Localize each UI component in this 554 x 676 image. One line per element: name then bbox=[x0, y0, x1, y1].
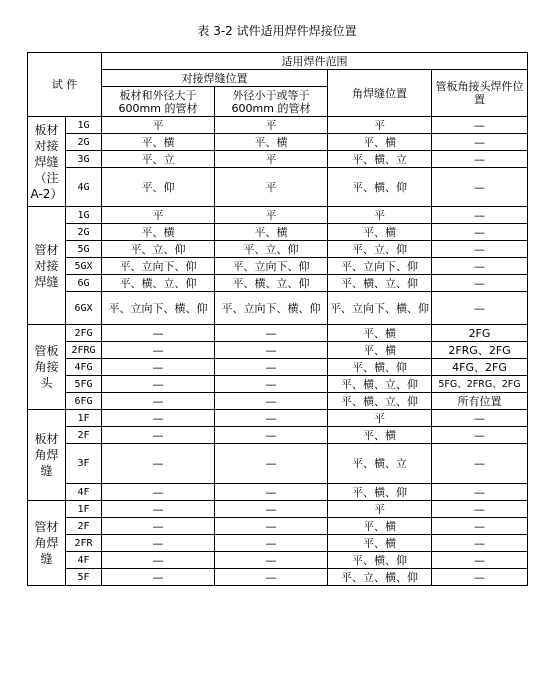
small-pipe-cell: — bbox=[215, 444, 328, 484]
table-row bbox=[28, 168, 528, 207]
large-pipe-cell: 平、立向下、横、仰 bbox=[102, 292, 215, 325]
fillet-cell: 平 bbox=[328, 207, 432, 224]
table-body bbox=[28, 117, 528, 586]
small-pipe-cell: 平、横 bbox=[215, 224, 328, 241]
tubesheet-cell: 2FRG、2FG bbox=[432, 342, 528, 359]
fillet-cell: 平、立、仰 bbox=[328, 241, 432, 258]
fillet-cell: 平、横、立、仰 bbox=[328, 376, 432, 393]
small-pipe-cell: 平 bbox=[215, 151, 328, 168]
table-row bbox=[28, 427, 528, 444]
tubesheet-cell: — bbox=[432, 552, 528, 569]
small-pipe-cell: — bbox=[215, 427, 328, 444]
code-cell: 3G bbox=[66, 151, 102, 168]
code-cell: 2F bbox=[66, 518, 102, 535]
table-row bbox=[28, 569, 528, 586]
tubesheet-cell: — bbox=[432, 410, 528, 427]
fillet-cell: 平、横、立、仰 bbox=[328, 275, 432, 292]
group-name: 管材角焊缝 bbox=[28, 501, 66, 586]
header-small: 外径小于或等于600mm 的管材 bbox=[215, 87, 328, 117]
fillet-cell: 平 bbox=[328, 117, 432, 134]
code-cell: 6GX bbox=[66, 292, 102, 325]
small-pipe-cell: — bbox=[215, 359, 328, 376]
code-cell: 6G bbox=[66, 275, 102, 292]
large-pipe-cell: 平、立向下、仰 bbox=[102, 258, 215, 275]
header-scope: 适用焊件范围 bbox=[102, 53, 528, 70]
table-row bbox=[28, 207, 528, 224]
large-pipe-cell: 平、立 bbox=[102, 151, 215, 168]
table-row bbox=[28, 376, 528, 393]
small-pipe-cell: — bbox=[215, 569, 328, 586]
table-row bbox=[28, 117, 528, 134]
fillet-cell: 平、立、横、仰 bbox=[328, 569, 432, 586]
code-cell: 4FG bbox=[66, 359, 102, 376]
code-cell: 5FG bbox=[66, 376, 102, 393]
code-cell: 2G bbox=[66, 134, 102, 151]
large-pipe-cell: 平 bbox=[102, 117, 215, 134]
code-cell: 2F bbox=[66, 427, 102, 444]
tubesheet-cell: — bbox=[432, 168, 528, 207]
large-pipe-cell: 平、横 bbox=[102, 224, 215, 241]
large-pipe-cell: — bbox=[102, 484, 215, 501]
tubesheet-cell: — bbox=[432, 501, 528, 518]
small-pipe-cell: — bbox=[215, 342, 328, 359]
fillet-cell: 平、立向下、仰 bbox=[328, 258, 432, 275]
table-row bbox=[28, 535, 528, 552]
small-pipe-cell: — bbox=[215, 376, 328, 393]
table-row bbox=[28, 501, 528, 518]
large-pipe-cell: 平、立、仰 bbox=[102, 241, 215, 258]
fillet-cell: 平、横、仰 bbox=[328, 552, 432, 569]
tubesheet-cell: 2FG bbox=[432, 325, 528, 342]
fillet-cell: 平、横 bbox=[328, 325, 432, 342]
header-specimen: 试 件 bbox=[28, 53, 102, 117]
group-name: 管材对接焊缝 bbox=[28, 207, 66, 325]
small-pipe-cell: 平 bbox=[215, 207, 328, 224]
large-pipe-cell: 平、横、立、仰 bbox=[102, 275, 215, 292]
table-row bbox=[28, 292, 528, 325]
large-pipe-cell: 平、横 bbox=[102, 134, 215, 151]
code-cell: 4G bbox=[66, 168, 102, 207]
header-butt-position: 对接焊缝位置 bbox=[102, 70, 328, 87]
code-cell: 2FR bbox=[66, 535, 102, 552]
table-row bbox=[28, 484, 528, 501]
large-pipe-cell: — bbox=[102, 552, 215, 569]
large-pipe-cell: — bbox=[102, 569, 215, 586]
small-pipe-cell: 平、横 bbox=[215, 134, 328, 151]
code-cell: 1G bbox=[66, 117, 102, 134]
fillet-cell: 平、横、仰 bbox=[328, 359, 432, 376]
fillet-cell: 平、横 bbox=[328, 427, 432, 444]
code-cell: 3F bbox=[66, 444, 102, 484]
small-pipe-cell: 平、横、立、仰 bbox=[215, 275, 328, 292]
small-pipe-cell: 平 bbox=[215, 168, 328, 207]
fillet-cell: 平、横 bbox=[328, 134, 432, 151]
tubesheet-cell: — bbox=[432, 444, 528, 484]
large-pipe-cell: — bbox=[102, 427, 215, 444]
large-pipe-cell: 平 bbox=[102, 207, 215, 224]
fillet-cell: 平、立向下、横、仰 bbox=[328, 292, 432, 325]
code-cell: 5GX bbox=[66, 258, 102, 275]
small-pipe-cell: — bbox=[215, 535, 328, 552]
table-row bbox=[28, 410, 528, 427]
fillet-cell: 平 bbox=[328, 501, 432, 518]
code-cell: 5G bbox=[66, 241, 102, 258]
code-cell: 5F bbox=[66, 569, 102, 586]
code-cell: 2FG bbox=[66, 325, 102, 342]
table-caption: 表 3-2 试件适用焊件焊接位置 bbox=[197, 24, 357, 38]
large-pipe-cell: 平、仰 bbox=[102, 168, 215, 207]
large-pipe-cell: — bbox=[102, 410, 215, 427]
large-pipe-cell: — bbox=[102, 325, 215, 342]
table-row bbox=[28, 518, 528, 535]
small-pipe-cell: 平、立向下、横、仰 bbox=[215, 292, 328, 325]
tubesheet-cell: — bbox=[432, 134, 528, 151]
code-cell: 1G bbox=[66, 207, 102, 224]
group-name: 管板角接头 bbox=[28, 325, 66, 410]
large-pipe-cell: — bbox=[102, 501, 215, 518]
table-row bbox=[28, 444, 528, 484]
table-row bbox=[28, 325, 528, 342]
table-row bbox=[28, 342, 528, 359]
tubesheet-cell: — bbox=[432, 258, 528, 275]
small-pipe-cell: — bbox=[215, 325, 328, 342]
tubesheet-cell: 4FG、2FG bbox=[432, 359, 528, 376]
code-cell: 1F bbox=[66, 501, 102, 518]
tubesheet-cell: — bbox=[432, 535, 528, 552]
tubesheet-cell: — bbox=[432, 275, 528, 292]
code-cell: 4F bbox=[66, 552, 102, 569]
fillet-cell: 平、横、立 bbox=[328, 444, 432, 484]
table-row bbox=[28, 258, 528, 275]
tubesheet-cell: — bbox=[432, 151, 528, 168]
tubesheet-cell: — bbox=[432, 241, 528, 258]
table-row bbox=[28, 241, 528, 258]
large-pipe-cell: — bbox=[102, 444, 215, 484]
fillet-cell: 平、横 bbox=[328, 535, 432, 552]
welding-position-table bbox=[27, 52, 528, 586]
code-cell: 6FG bbox=[66, 393, 102, 410]
header-tubesheet: 管板角接头焊件位置 bbox=[432, 70, 528, 117]
fillet-cell: 平、横、立、仰 bbox=[328, 393, 432, 410]
fillet-cell: 平、横 bbox=[328, 518, 432, 535]
tubesheet-cell: — bbox=[432, 292, 528, 325]
tubesheet-cell: — bbox=[432, 518, 528, 535]
table-row bbox=[28, 393, 528, 410]
small-pipe-cell: — bbox=[215, 484, 328, 501]
table-row bbox=[28, 224, 528, 241]
tubesheet-cell: — bbox=[432, 427, 528, 444]
table-row bbox=[28, 134, 528, 151]
small-pipe-cell: 平、立、仰 bbox=[215, 241, 328, 258]
small-pipe-cell: — bbox=[215, 501, 328, 518]
small-pipe-cell: — bbox=[215, 552, 328, 569]
small-pipe-cell: 平、立向下、仰 bbox=[215, 258, 328, 275]
fillet-cell: 平、横、立 bbox=[328, 151, 432, 168]
fillet-cell: 平、横 bbox=[328, 342, 432, 359]
large-pipe-cell: — bbox=[102, 342, 215, 359]
large-pipe-cell: — bbox=[102, 535, 215, 552]
code-cell: 2G bbox=[66, 224, 102, 241]
table-row bbox=[28, 552, 528, 569]
small-pipe-cell: — bbox=[215, 410, 328, 427]
small-pipe-cell: — bbox=[215, 393, 328, 410]
tubesheet-cell: — bbox=[432, 569, 528, 586]
code-cell: 4F bbox=[66, 484, 102, 501]
tubesheet-cell: — bbox=[432, 484, 528, 501]
tubesheet-cell: 所有位置 bbox=[432, 393, 528, 410]
large-pipe-cell: — bbox=[102, 518, 215, 535]
fillet-cell: 平 bbox=[328, 410, 432, 427]
fillet-cell: 平、横、仰 bbox=[328, 168, 432, 207]
tubesheet-cell: 5FG、2FRG、2FG bbox=[432, 376, 528, 393]
code-cell: 1F bbox=[66, 410, 102, 427]
table-row bbox=[28, 151, 528, 168]
code-cell: 2FRG bbox=[66, 342, 102, 359]
small-pipe-cell: 平 bbox=[215, 117, 328, 134]
table-row bbox=[28, 359, 528, 376]
header-fillet: 角焊缝位置 bbox=[328, 70, 432, 117]
large-pipe-cell: — bbox=[102, 376, 215, 393]
large-pipe-cell: — bbox=[102, 393, 215, 410]
group-name: 板材对接焊缝（注A-2） bbox=[28, 117, 66, 207]
group-name: 板材角焊缝 bbox=[28, 410, 66, 501]
large-pipe-cell: — bbox=[102, 359, 215, 376]
small-pipe-cell: — bbox=[215, 518, 328, 535]
fillet-cell: 平、横 bbox=[328, 224, 432, 241]
tubesheet-cell: — bbox=[432, 224, 528, 241]
table-row bbox=[28, 275, 528, 292]
tubesheet-cell: — bbox=[432, 207, 528, 224]
header-large: 板材和外径大于600mm 的管材 bbox=[102, 87, 215, 117]
tubesheet-cell: — bbox=[432, 117, 528, 134]
fillet-cell: 平、横、仰 bbox=[328, 484, 432, 501]
